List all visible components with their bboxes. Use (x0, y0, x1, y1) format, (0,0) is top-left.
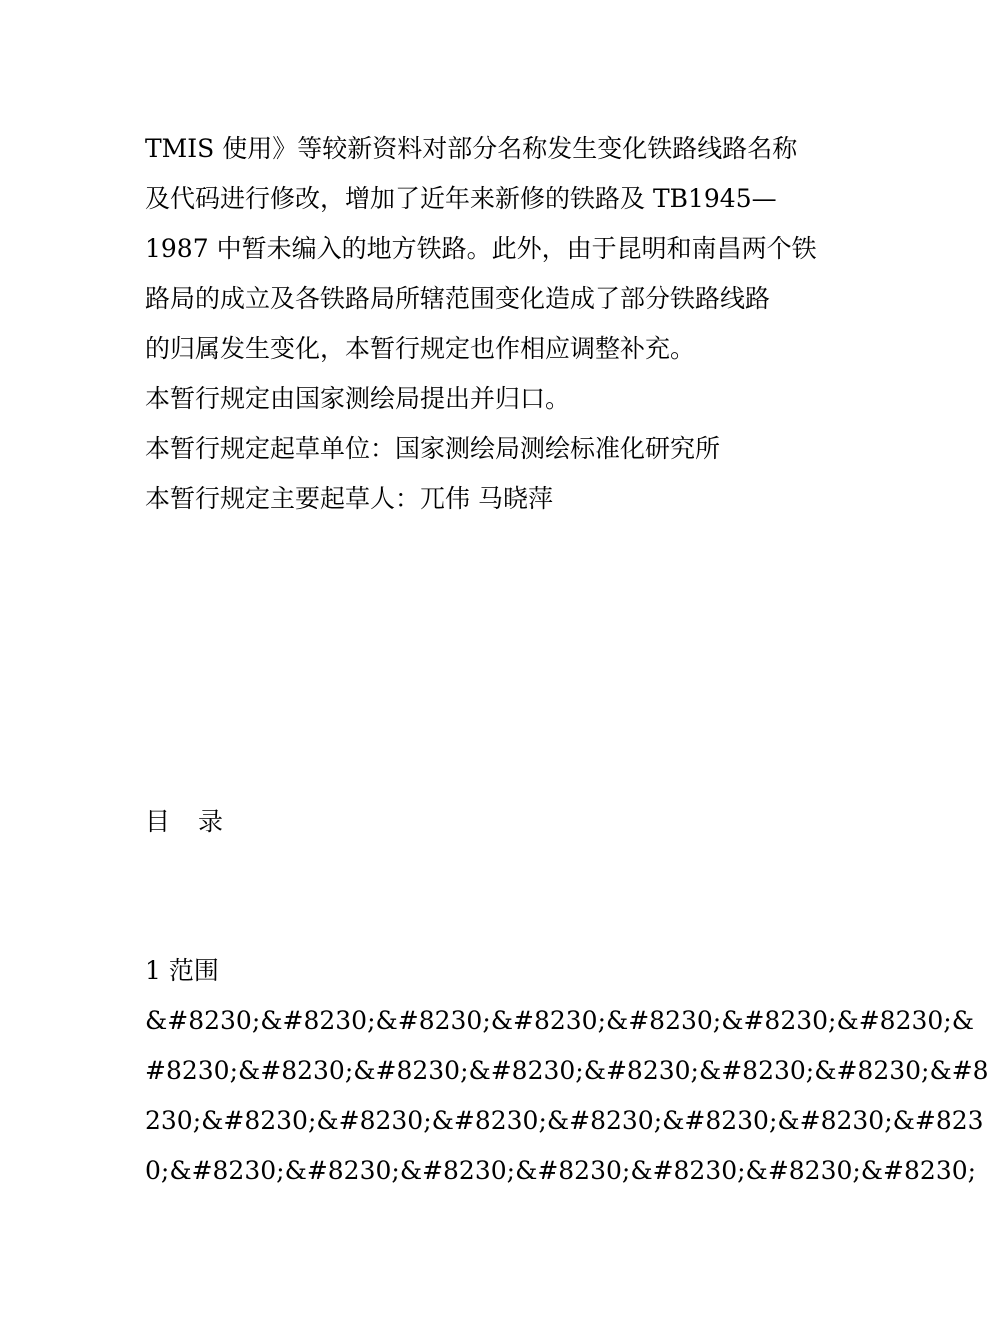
drafting-unit-line: 本暂行规定起草单位：国家测绘局测绘标准化研究所 (145, 434, 721, 463)
toc-item-scope: 1 范围 (145, 956, 219, 985)
toc-leader-line-3: 230;&#8230;&#8230;&#8230;&#8230;&#8230;&#8230;&#823 (145, 1106, 984, 1135)
paragraph-line-4: 路局的成立及各铁路局所辖范围变化造成了部分铁路线路 (145, 284, 771, 313)
paragraph-line-2: 及代码进行修改，增加了近年来新修的铁路及 TB1945— (145, 184, 777, 213)
paragraph-line-5: 的归属发生变化，本暂行规定也作相应调整补充。 (145, 334, 696, 363)
toc-title: 目录 (145, 807, 252, 836)
paragraph-line-1: TMIS 使用》等较新资料对部分名称发生变化铁路线路名称 (145, 134, 798, 163)
drafters-line: 本暂行规定主要起草人：兀伟 马晓萍 (145, 484, 553, 513)
toc-leader-line-2: #8230;&#8230;&#8230;&#8230;&#8230;&#8230;&#8230;&#8 (145, 1056, 989, 1085)
proposer-line: 本暂行规定由国家测绘局提出并归口。 (145, 384, 571, 413)
paragraph-line-3: 1987 中暂未编入的地方铁路。此外，由于昆明和南昌两个铁 (145, 234, 817, 263)
toc-leader-line-1: &#8230;&#8230;&#8230;&#8230;&#8230;&#8230;&#8230;& (145, 1006, 974, 1035)
toc-leader-line-4: 0;&#8230;&#8230;&#8230;&#8230;&#8230;&#8230;&#8230; (145, 1156, 977, 1185)
